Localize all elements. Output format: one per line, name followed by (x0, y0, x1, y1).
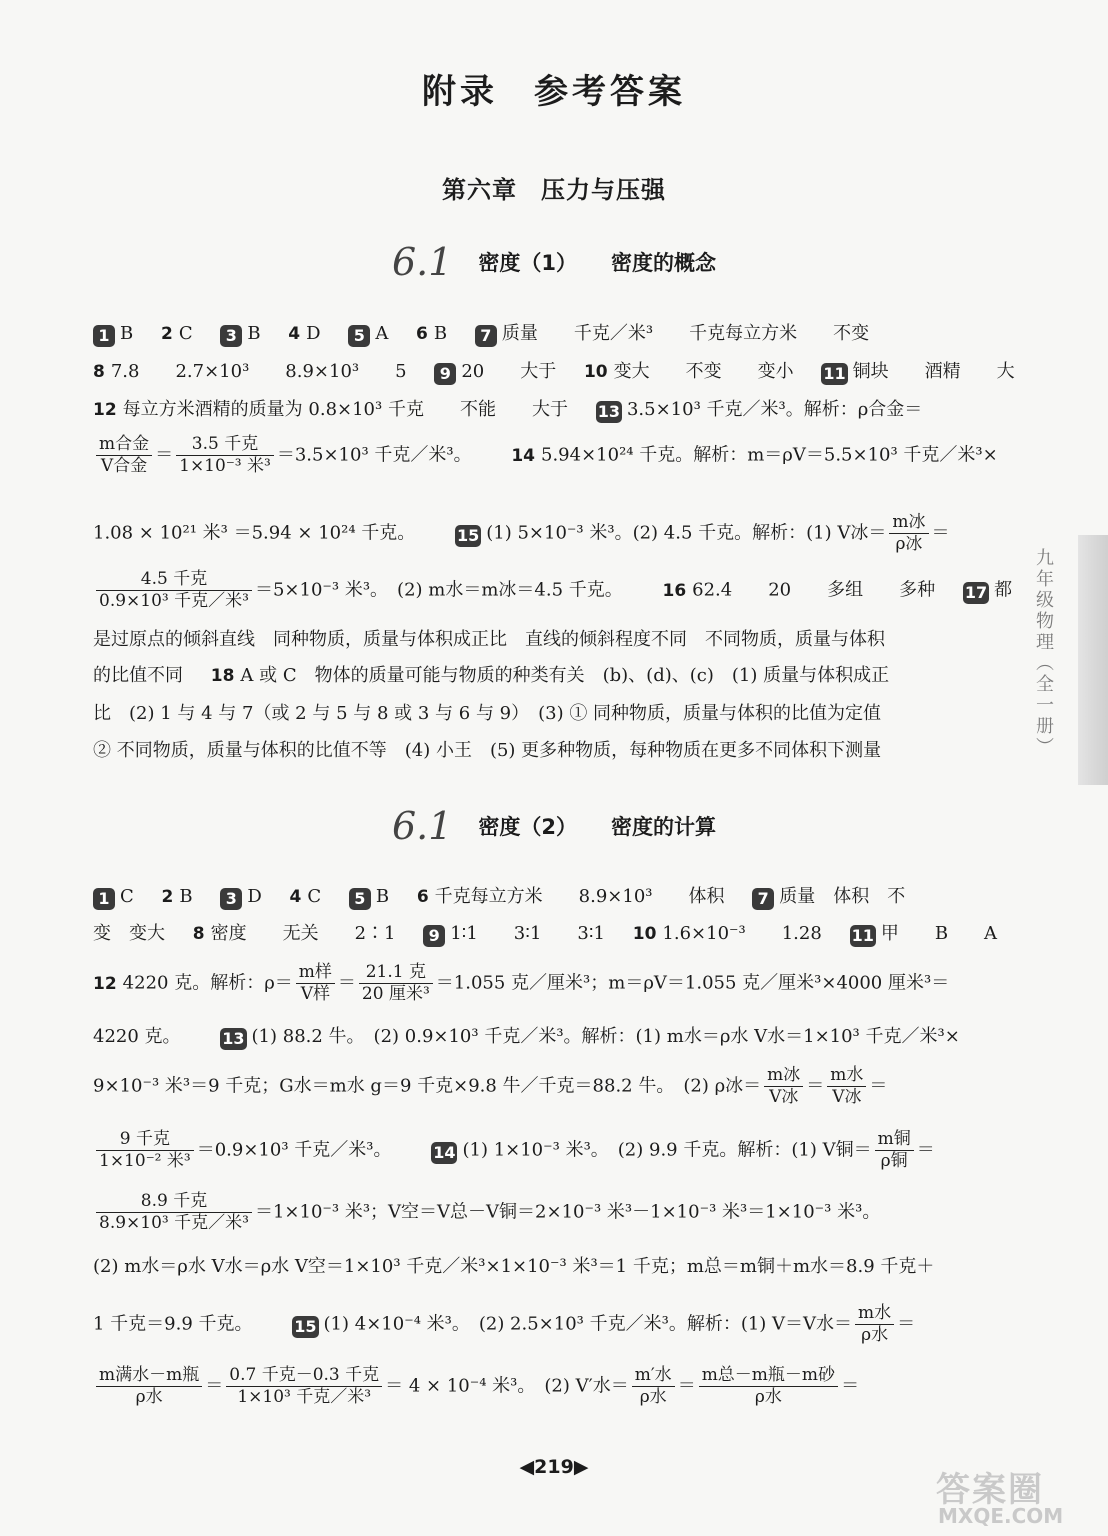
answer-text: A 或 C 物体的质量可能与物质的种类有关 (b)、(d)、(c) (1) 质量与体积成正 (240, 665, 890, 686)
question-number: 13 (222, 1029, 245, 1048)
book-title-side: 九年级物理（全一册） (1033, 548, 1054, 758)
fraction (96, 1191, 252, 1234)
question-number: 14 (433, 1142, 456, 1162)
fraction (296, 962, 335, 1005)
fraction (632, 1365, 675, 1408)
answer-text: 密度 无关 2∶1 (210, 923, 396, 944)
answer-line (93, 1303, 915, 1346)
answer-text: m水 (855, 1303, 894, 1325)
answer-text: 1×10⁻² 米³ (99, 1151, 191, 1171)
page-edge-tab (1078, 535, 1108, 785)
answer-text: 3.5 千克 (176, 434, 274, 456)
answer-text: 的比值不同 (93, 665, 183, 686)
answer-line (93, 360, 1015, 385)
question-number: 9 (434, 363, 456, 385)
answer-text: (1) 88.2 牛。 (2) 0.9×10³ 千克／米³。解析：(1) m水＝ρ水 V水＝1×10³ 千克／米³× (251, 1026, 960, 1047)
question-number: 13 (597, 402, 620, 421)
answer-text: ② 不同物质，质量与体积的比值不等 (4) 小王 (5) 更多种物质，每种物质在更多不同体积下测量 (93, 740, 882, 761)
question-number: 2 (161, 887, 174, 907)
answer-text: (1) 1×10⁻³ 米³。 (2) 9.9 千克。解析：(1) V铜＝ (462, 1139, 872, 1161)
question-number: 6 (416, 887, 429, 907)
question-number: 6 (416, 324, 428, 344)
answer-text: 1.6×10⁻³ 1.28 (662, 923, 822, 944)
fraction (889, 512, 928, 555)
fraction (96, 1365, 202, 1408)
answer-text: 9×10⁻³ 米³＝9 千克；G水＝m水 g＝9 千克×9.8 牛／千克＝88.2 牛。 (2) ρ冰＝ (93, 1075, 762, 1097)
fraction (96, 1129, 194, 1172)
answer-text: m′水 (632, 1365, 675, 1387)
answer-text: 20 大于 (461, 361, 557, 382)
answer-text: D (306, 323, 321, 344)
answer-text: V样 (300, 984, 330, 1004)
answer-text: 7.8 2.7×10³ 8.9×10³ 5 (110, 361, 407, 382)
watermark-text: 答案圈 (936, 1470, 1044, 1510)
answer-text: ＝ (869, 1075, 888, 1097)
answer-text: ＝ (337, 972, 356, 994)
answer-line (93, 885, 905, 910)
answer-text: m冰 (764, 1065, 803, 1087)
question-number: 15 (294, 1316, 317, 1336)
answer-text: ＝5×10⁻³ 米³。 (2) m水＝m冰＝4.5 千克。 (254, 579, 623, 601)
fraction (96, 434, 152, 477)
answer-text: C (120, 886, 134, 907)
answer-line (93, 512, 950, 555)
answer-text: ＝ (841, 1375, 860, 1397)
answer-text: 比 (2) 1 与 4 与 7（或 2 与 5 与 8 或 3 与 6 与 9） (3) ① 同种物质，质量与体积的比值为定值 (93, 703, 882, 724)
question-number: 12 (93, 973, 117, 994)
answer-text: B (433, 323, 448, 344)
answer-text: m冰 (889, 512, 928, 534)
answer-text: D (247, 886, 262, 907)
answer-text: 变 变大 (93, 923, 165, 944)
answer-text: ＝ (897, 1313, 916, 1335)
fraction (226, 1365, 382, 1408)
answer-line (93, 434, 998, 477)
answer-line (93, 739, 881, 763)
answer-text: V冰 (832, 1087, 862, 1107)
fraction (764, 1065, 803, 1108)
page-number: ◀219▶ (519, 1456, 589, 1478)
answer-line (93, 664, 889, 688)
question-number: 5 (349, 888, 371, 910)
answer-text: 1.08 × 10²¹ 米³ ＝5.94 × 10²⁴ 千克。 (93, 522, 416, 544)
answer-text: ρ水 (754, 1387, 782, 1407)
question-number: 1 (93, 325, 115, 347)
question-number: 11 (851, 926, 874, 945)
answer-text: 21.1 克 (359, 962, 433, 984)
question-number: 7 (475, 325, 497, 347)
answer-line (93, 922, 997, 947)
answer-text: m样 (296, 962, 335, 984)
answer-text: 8.9×10³ 千克／米³ (99, 1213, 249, 1233)
answer-text: ρ水 (861, 1325, 889, 1345)
answer-line (93, 398, 922, 423)
answer-text: 4.5 千克 (96, 569, 252, 591)
section-heading-density-2: 6.1 密度（2） 密度的计算 (391, 804, 717, 848)
answer-text: m总－m瓶－m砂 (699, 1365, 838, 1387)
answer-text: 0.9×10³ 千克／米³ (99, 591, 249, 611)
watermark-logo (930, 1462, 1100, 1528)
answer-line (93, 1065, 887, 1108)
answer-text: B (375, 886, 390, 907)
answer-text: ＝3.5×10³ 千克／米³。 (276, 444, 472, 466)
answer-text: m水 (827, 1065, 866, 1087)
answer-text: ＝ 4 × 10⁻⁴ 米³。 (2) V′水＝ (385, 1375, 629, 1397)
answer-text: m铜 (875, 1129, 914, 1151)
watermark-url: MXQE.COM (938, 1504, 1064, 1528)
answer-text: 20 厘米³ (361, 984, 430, 1004)
appendix-title: 附录 参考答案 (422, 72, 686, 112)
answer-text: (1) 5×10⁻³ 米³。(2) 4.5 千克。解析：(1) V冰＝ (486, 522, 887, 544)
answer-text: 62.4 20 多组 多种 (692, 579, 936, 601)
fraction (827, 1065, 866, 1108)
question-number: 14 (511, 445, 535, 466)
answer-line (93, 1191, 880, 1234)
answer-line (93, 1365, 859, 1408)
question-number: 8 (192, 924, 205, 944)
answer-text: 3.5×10³ 千克／米³。解析：ρ合金＝ (626, 399, 923, 420)
fraction (699, 1365, 838, 1408)
answer-text: 每立方米酒精的质量为 0.8×10³ 千克 不能 大于 (122, 399, 568, 420)
answer-text: 1 千克＝9.9 千克。 (93, 1313, 253, 1335)
answer-text: 质量 千克／米³ 千克每立方米 不变 (501, 323, 870, 344)
answer-text: 4220 克。 (93, 1026, 181, 1047)
question-number: 3 (220, 325, 242, 347)
question-number: 10 (583, 362, 608, 382)
answer-text: B (247, 323, 261, 344)
fraction (359, 962, 433, 1005)
answer-text: 1∶1 3∶1 3∶1 (450, 923, 605, 944)
fraction (855, 1303, 894, 1346)
question-number: 4 (289, 887, 302, 907)
question-number: 16 (662, 580, 687, 601)
answer-line (93, 962, 949, 1005)
answer-line (93, 1129, 935, 1172)
answer-text: A (375, 323, 389, 344)
question-number: 11 (823, 364, 846, 383)
answer-text: 5.94×10²⁴ 千克。解析：m＝ρV＝5.5×10³ 千克／米³× (541, 444, 998, 466)
fraction (96, 569, 252, 612)
question-number: 2 (160, 324, 173, 344)
answer-text: 1×10³ 千克／米³ (237, 1387, 372, 1407)
answer-text: ＝ (205, 1375, 224, 1397)
answer-line (93, 1255, 934, 1279)
answer-text: ρ水 (135, 1387, 163, 1407)
answer-line (93, 628, 885, 652)
answer-line (93, 1025, 960, 1050)
answer-text: V冰 (769, 1087, 799, 1107)
answer-text: ρ水 (639, 1387, 667, 1407)
answer-text: 1×10⁻³ 米³ (179, 456, 271, 476)
question-number: 5 (348, 325, 370, 347)
chapter-title: 第六章 压力与压强 (442, 176, 666, 204)
answer-text: 甲 B A (880, 923, 998, 944)
answer-text: ＝ (916, 1139, 935, 1161)
answer-text: ＝1×10⁻³ 米³；V空＝V总－V铜＝2×10⁻³ 米³－1×10⁻³ 米³＝1×10⁻³ 米³。 (254, 1201, 881, 1223)
question-number: 4 (288, 324, 301, 344)
question-number: 8 (93, 362, 105, 382)
answer-text: 铜块 酒精 大 (852, 361, 1015, 382)
answer-text: 变大 不变 变小 (613, 361, 794, 382)
answer-text: 0.7 千克－0.3 千克 (226, 1365, 382, 1387)
answer-line (93, 569, 1012, 612)
answer-text: C (178, 323, 193, 344)
answer-text: ＝ (806, 1075, 825, 1097)
section-heading-density-1: 6.1 密度（1） 密度的概念 (391, 240, 717, 284)
question-number: 7 (752, 888, 774, 910)
answer-text: ρ冰 (895, 534, 923, 554)
fraction (176, 434, 274, 477)
answer-text: 都 (994, 579, 1013, 601)
answer-line (93, 322, 869, 347)
question-number: 17 (964, 582, 988, 602)
question-number: 12 (93, 400, 117, 420)
answer-text: B (120, 323, 134, 344)
question-number: 9 (423, 925, 445, 947)
question-number: 15 (457, 525, 480, 545)
answer-text: ＝ (677, 1375, 696, 1397)
answer-text: 千克每立方米 8.9×10³ 体积 (434, 886, 725, 907)
answer-text: m合金 (96, 434, 152, 456)
answer-text: B (179, 886, 193, 907)
answer-text: (1) 4×10⁻⁴ 米³。 (2) 2.5×10³ 千克／米³。解析：(1) V＝V水＝ (323, 1313, 853, 1335)
answer-text: ＝ (155, 444, 174, 466)
answer-text: C (307, 886, 322, 907)
question-number: 1 (93, 888, 115, 910)
answer-text: 是过原点的倾斜直线 同种物质，质量与体积成正比 直线的倾斜程度不同 不同物质，质量与体积 (93, 629, 885, 650)
answer-text: ρ铜 (880, 1151, 908, 1171)
answer-text: ＝0.9×10³ 千克／米³。 (196, 1139, 392, 1161)
question-number: 3 (220, 888, 242, 910)
answer-text: 9 千克 (96, 1129, 194, 1151)
answer-text: 4220 克。解析：ρ＝ (122, 972, 293, 994)
question-number: 10 (632, 924, 657, 944)
fraction (875, 1129, 914, 1172)
question-number: 18 (210, 666, 235, 686)
answer-text: V合金 (100, 456, 148, 476)
answer-line (93, 702, 881, 726)
answer-text: 质量 体积 不 (779, 886, 906, 907)
answer-text: ＝1.055 克／厘米³；m＝ρV＝1.055 克／厘米³×4000 厘米³＝ (435, 972, 950, 994)
answer-text: 8.9 千克 (96, 1191, 252, 1213)
answer-text: (2) m水＝ρ水 V水＝ρ水 V空＝1×10³ 千克／米³×1×10⁻³ 米³＝1 千克；m总＝m铜＋m水＝8.9 千克＋ (93, 1256, 935, 1277)
answer-text: ＝ (931, 522, 950, 544)
answer-text: m满水－m瓶 (96, 1365, 202, 1387)
